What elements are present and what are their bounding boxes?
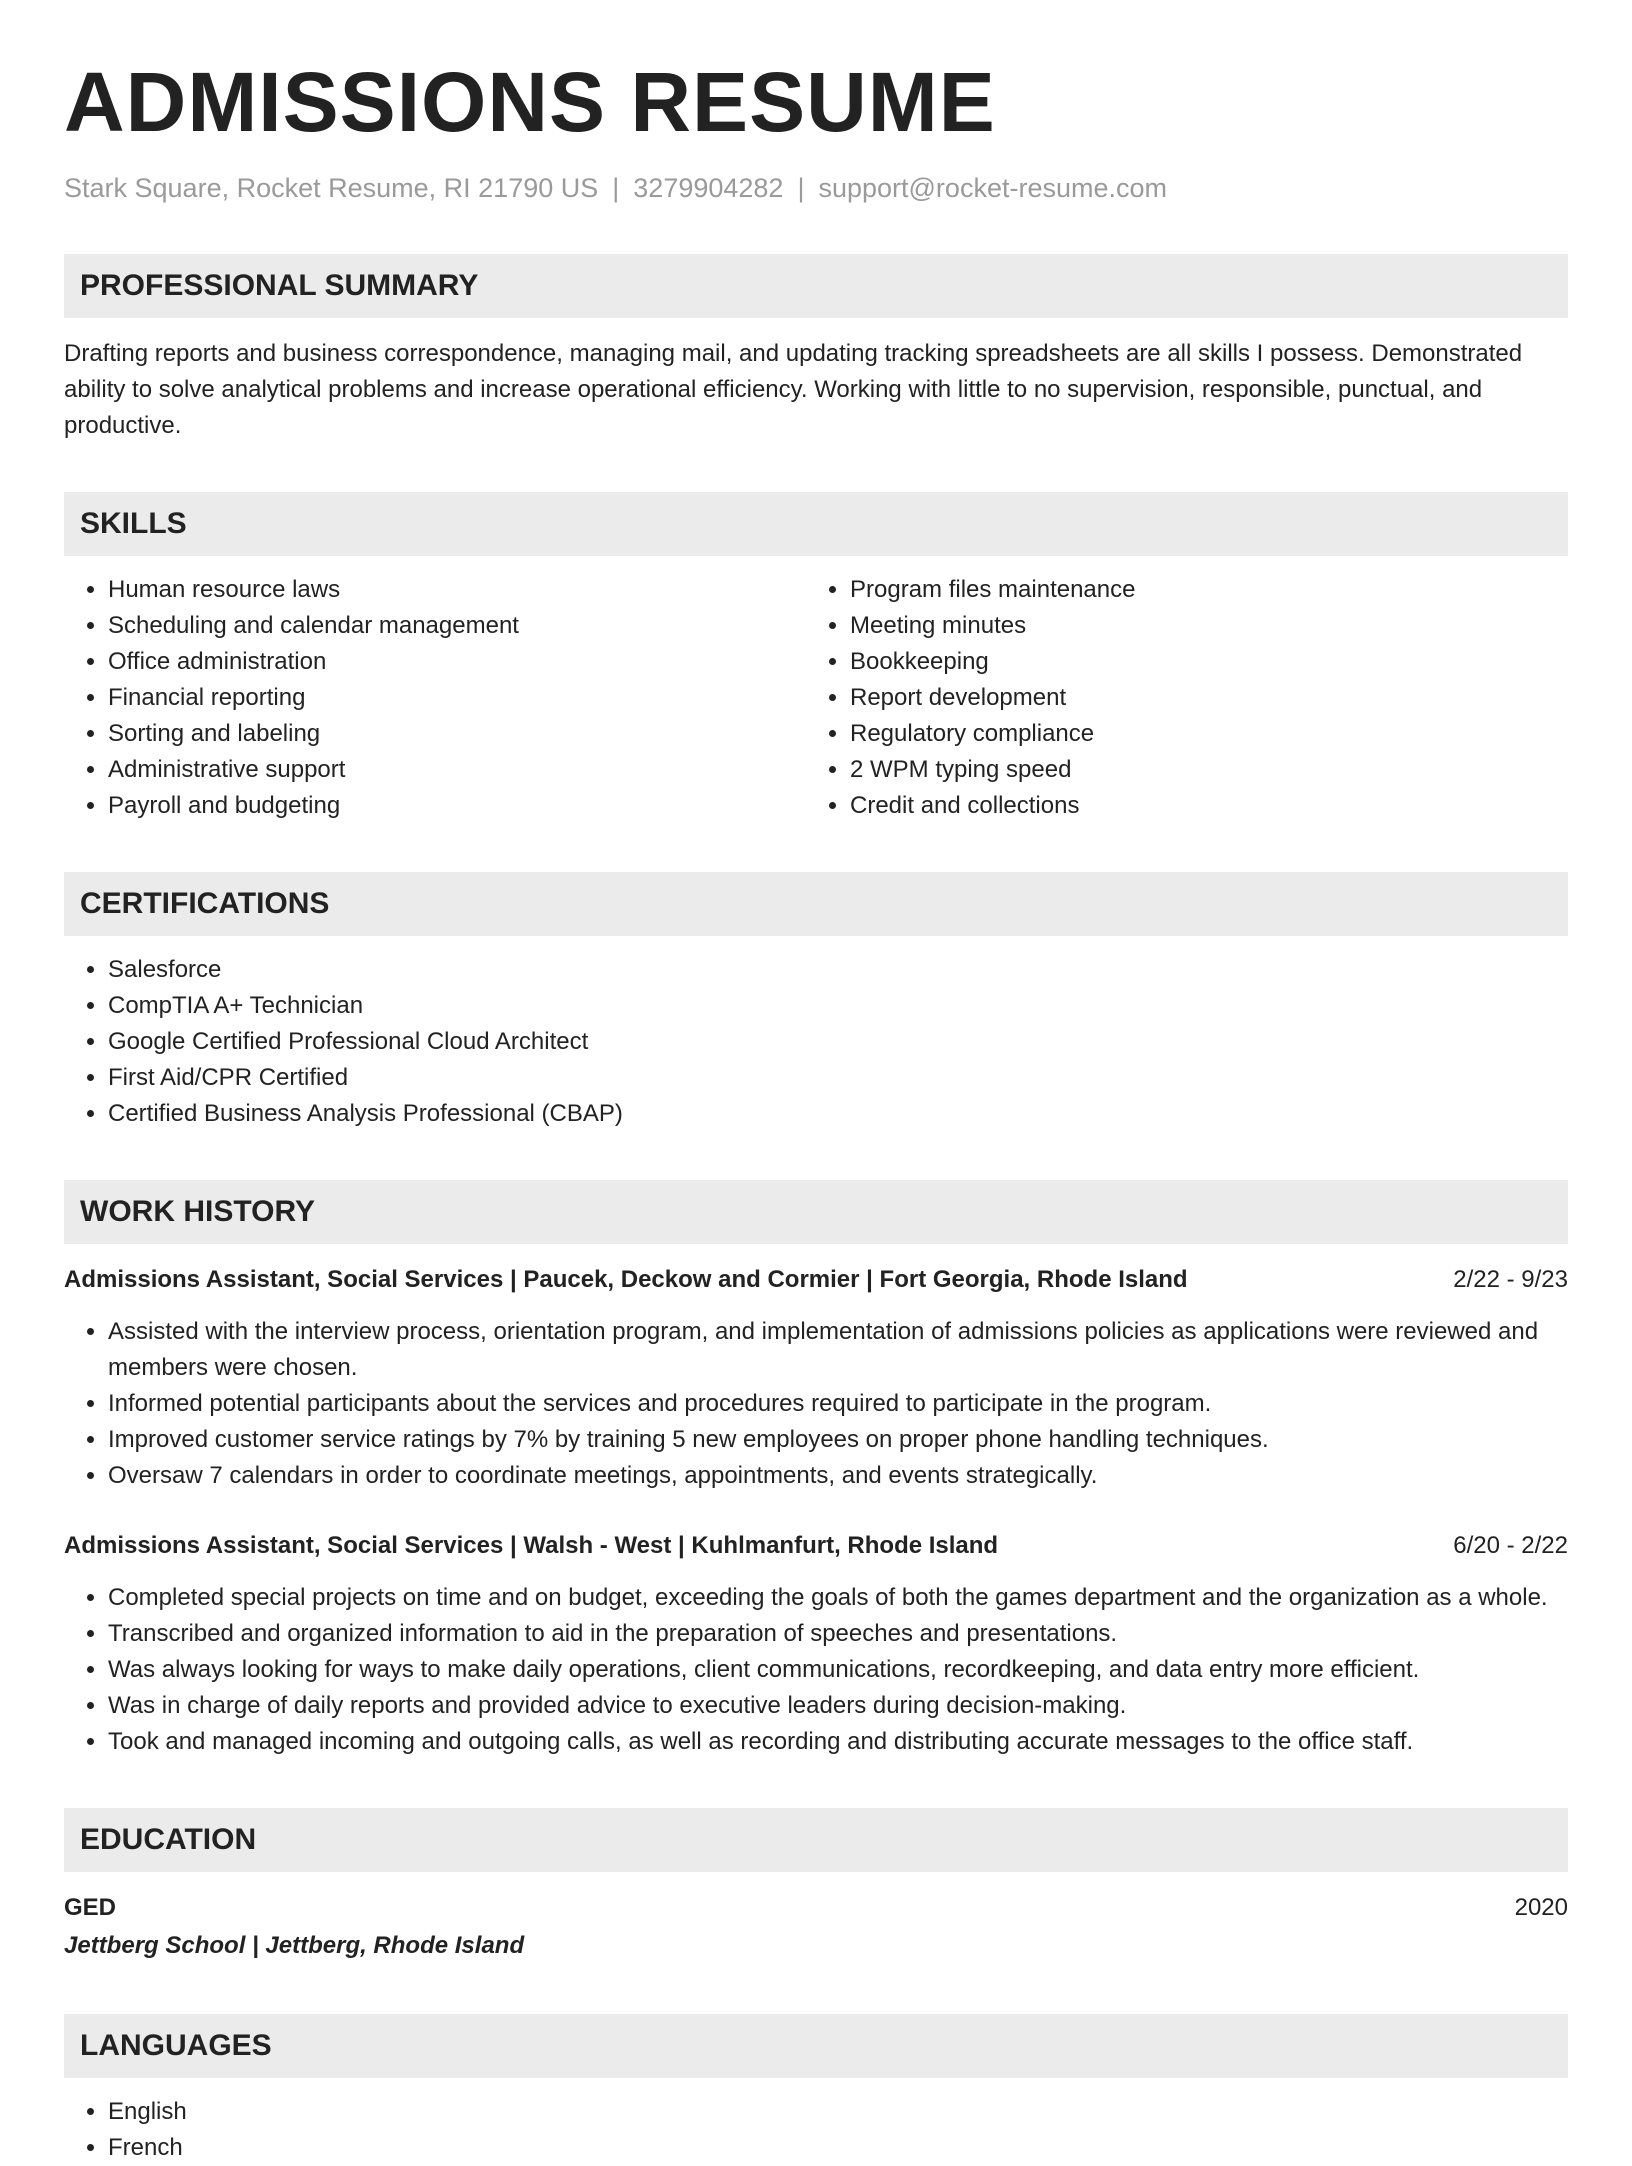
skills-grid <box>64 572 1568 824</box>
work-history-heading: WORK HISTORY <box>64 1180 1568 1244</box>
job-entry <box>64 1528 1568 1760</box>
skills-column-left <box>64 572 806 824</box>
skill-item: • Program files maintenance <box>850 572 1548 608</box>
certifications-heading: CERTIFICATIONS <box>64 872 1568 936</box>
summary-text: Drafting reports and business correspondence, managing mail, and updating tracking spreadsheets are all skills I possess. Demonstrated ability to solve analytical problems and increase operational efficiency. Working with little to no supervision, responsible, punctual, and productive. <box>64 339 1523 439</box>
job-entry <box>64 1262 1568 1494</box>
job-bullets <box>64 1580 1568 1760</box>
certification-item: • CompTIA A+ Technician <box>108 988 1568 1024</box>
language-item: • French <box>108 2130 1568 2166</box>
skill-item: • Office administration <box>108 644 806 680</box>
contact-separator: | <box>797 172 805 203</box>
education-school: Jettberg School | Jettberg, Rhode Island <box>64 1931 525 1959</box>
summary-heading: PROFESSIONAL SUMMARY <box>64 254 1568 318</box>
job-header <box>64 1528 1568 1564</box>
education-header <box>64 1890 1568 1926</box>
skill-item: • Credit and collections <box>850 788 1548 824</box>
job-bullet: • Transcribed and organized information to aid in the preparation of speeches and presentations. <box>108 1616 1568 1652</box>
job-title: Admissions Assistant, Social Services | Walsh - West | Kuhlmanfurt, Rhode Island <box>64 1531 999 1559</box>
skill-item: • Meeting minutes <box>850 608 1548 644</box>
skill-item: • Financial reporting <box>108 680 806 716</box>
skill-item: • Human resource laws <box>108 572 806 608</box>
job-bullet: • Was in charge of daily reports and provided advice to executive leaders during decision-making. <box>108 1688 1568 1724</box>
job-bullet: • Completed special projects on time and on budget, exceeding the goals of both the games department and the organization as a whole. <box>108 1580 1568 1616</box>
skill-item: • Scheduling and calendar management <box>108 608 806 644</box>
job-bullet: • Took and managed incoming and outgoing calls, as well as recording and distributing accurate messages to the office staff. <box>108 1724 1568 1760</box>
contact-separator: | <box>612 172 620 203</box>
job-bullet: • Informed potential participants about the services and procedures required to participate in the program. <box>108 1386 1568 1422</box>
job-title: Admissions Assistant, Social Services | Paucek, Deckow and Cormier | Fort Georgia, Rhode Island <box>64 1265 1188 1293</box>
job-bullet: • Improved customer service ratings by 7% by training 5 new employees on proper phone handling techniques. <box>108 1422 1568 1458</box>
certification-item: • Salesforce <box>108 952 1568 988</box>
certification-item: • Certified Business Analysis Professional (CBAP) <box>108 1096 1568 1132</box>
education-degree: GED <box>64 1893 117 1921</box>
language-item: • English <box>108 2094 1568 2130</box>
education-heading: EDUCATION <box>64 1808 1568 1872</box>
contact-email: support@rocket-resume.com <box>818 172 1167 203</box>
skill-item: • Administrative support <box>108 752 806 788</box>
certifications-list <box>64 952 1568 1132</box>
job-bullet: • Was always looking for ways to make daily operations, client communications, recordkeeping, and data entry more efficient. <box>108 1652 1568 1688</box>
contact-line <box>64 171 1568 206</box>
certification-item: • Google Certified Professional Cloud Architect <box>108 1024 1568 1060</box>
job-bullet: • Oversaw 7 calendars in order to coordinate meetings, appointments, and events strategically. <box>108 1458 1568 1494</box>
contact-phone: 3279904282 <box>633 172 784 203</box>
certification-item: • First Aid/CPR Certified <box>108 1060 1568 1096</box>
skill-item: • Bookkeeping <box>850 644 1548 680</box>
skill-item: • Payroll and budgeting <box>108 788 806 824</box>
languages-heading: LANGUAGES <box>64 2014 1568 2078</box>
languages-list <box>64 2094 1568 2166</box>
skill-item: • 2 WPM typing speed <box>850 752 1548 788</box>
job-bullets <box>64 1314 1568 1494</box>
contact-address: Stark Square, Rocket Resume, RI 21790 US <box>64 172 599 203</box>
skill-item: • Report development <box>850 680 1548 716</box>
job-bullet: • Assisted with the interview process, orientation program, and implementation of admissions policies as applications were reviewed and members were chosen. <box>108 1314 1568 1386</box>
job-dates: 2/22 - 9/23 <box>1453 1265 1568 1293</box>
skill-item: • Regulatory compliance <box>850 716 1548 752</box>
education-entry <box>64 1890 1568 1966</box>
skills-column-right <box>806 572 1548 824</box>
skills-heading: SKILLS <box>64 492 1568 556</box>
education-year: 2020 <box>1514 1893 1568 1921</box>
job-dates: 6/20 - 2/22 <box>1453 1531 1568 1559</box>
job-header <box>64 1262 1568 1298</box>
resume-title: ADMISSIONS RESUME <box>64 55 996 149</box>
skill-item: • Sorting and labeling <box>108 716 806 752</box>
